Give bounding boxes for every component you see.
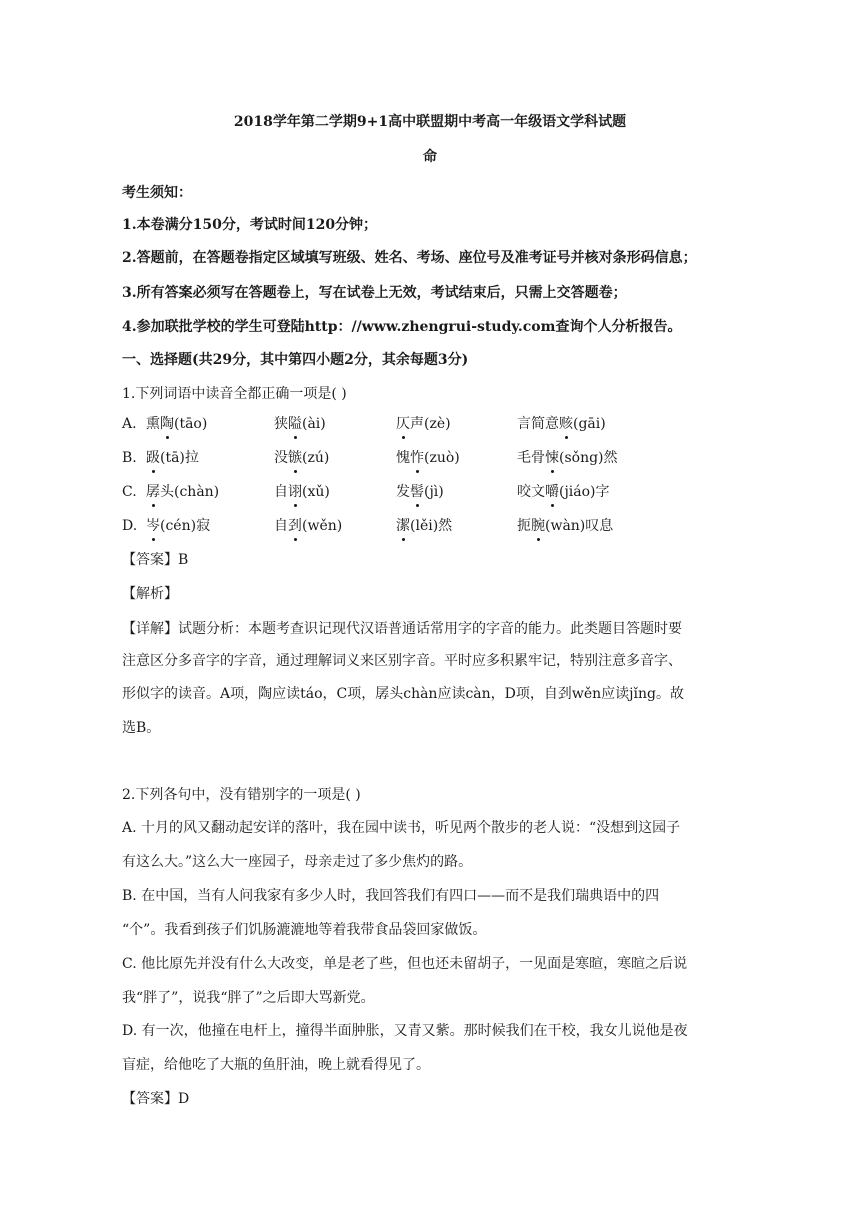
option-item: 毛骨悚(sǒng)然: [517, 450, 618, 466]
option-label: D.: [122, 518, 138, 534]
question-text: 我“胖了”，说我“胖了”之后即大骂新党。: [122, 990, 375, 1006]
option-item: 没镞(zú): [274, 450, 330, 466]
question-text: A. 十月的风又翻动起安详的落叶，我在园中读书，听见两个散步的老人说：“没想到这园子: [122, 820, 681, 836]
option-item: 愧怍(zuò): [396, 450, 460, 466]
option-label: C.: [122, 484, 137, 500]
page-subtitle: 命: [423, 149, 437, 165]
question-text: D. 有一次，他撞在电杆上，撞得半面肿胀，又青又紫。那时候我们在干校，我女儿说他是夜: [122, 1023, 688, 1039]
section-heading: 一、选择题(共29分，其中第四小题2分，其余每题3分): [122, 352, 469, 368]
option-item: 岑(cén)寂: [146, 518, 211, 534]
option-item: 熏陶(tāo): [146, 416, 208, 432]
option-label: A.: [122, 416, 137, 432]
option-item: 狭隘(ài): [274, 416, 326, 432]
option-item: 趿(tā)拉: [146, 450, 199, 466]
question-text: B. 在中国，当有人问我家有多少人时，我回答我们有四口——而不是我们瑞典语中的四: [122, 888, 660, 904]
page-title: 2018学年第二学期9+1高中联盟期中考高一年级语文学科试题: [233, 114, 627, 130]
question-text: 有这么大。”这么大一座园子，母亲走过了多少焦灼的路。: [122, 854, 473, 870]
analysis-text: 选B。: [122, 720, 161, 736]
option-item: 发髻(jì): [396, 484, 444, 500]
option-item: 言简意赅(gāi): [517, 416, 606, 432]
analysis-label: 【解析】: [122, 586, 178, 602]
answer-label: 【答案】B: [122, 552, 189, 568]
question-text: “个”。我看到孩子们饥肠漉漉地等着我带食品袋回家做饭。: [122, 922, 487, 938]
notice-heading: 考生须知：: [122, 185, 192, 201]
notice-item: 3.所有答案必须写在答题卷上，写在试卷上无效，考试结束后，只需上交答题卷；: [122, 285, 627, 301]
question-text: 盲症，给他吃了大瓶的鱼肝油，晚上就看得见了。: [122, 1057, 430, 1073]
option-item: 孱头(chàn): [146, 484, 220, 500]
option-item: 潔(lěi)然: [396, 518, 453, 534]
notice-item: 4.参加联批学校的学生可登陆http：//www.zhengrui-study.com查询个人分析报告。: [122, 319, 682, 335]
option-item: 仄声(zè): [396, 416, 451, 432]
option-item: 自诩(xǔ): [274, 484, 330, 500]
notice-item: 1.本卷满分150分，考试时间120分钟；: [122, 217, 378, 233]
analysis-text: 注意区分多音字的字音，通过理解词义来区别字音。平时应多积累牢记，特别注意多音字、: [122, 653, 682, 669]
option-item: 咬文嚼(jiáo)字: [517, 484, 610, 500]
notice-item: 2.答题前，在答题卷指定区域填写班级、姓名、考场、座位号及准考证号并核对条形码信息；: [122, 250, 697, 266]
question-stem: 1.下列词语中读音全都正确一项是( ): [122, 386, 347, 402]
analysis-text: 【详解】试题分析：本题考查识记现代汉语普通话常用字的字音的能力。此类题目答题时要: [122, 621, 682, 637]
option-item: 自刭(wěn): [274, 518, 343, 534]
question-text: C. 他比原先并没有什么大改变，单是老了些，但也还未留胡子，一见面是寒暄，寒暄之后说: [122, 956, 688, 972]
option-item: 扼腕(wàn)叹息: [517, 518, 614, 534]
question-stem: 2.下列各句中，没有错别字的一项是( ): [122, 787, 361, 803]
analysis-text: 形似字的读音。A项，陶应读táo，C项，孱头chàn应读càn，D项，自刭wěn应读jǐng。故: [122, 686, 684, 702]
answer-label: 【答案】D: [122, 1091, 190, 1107]
option-label: B.: [122, 450, 137, 466]
